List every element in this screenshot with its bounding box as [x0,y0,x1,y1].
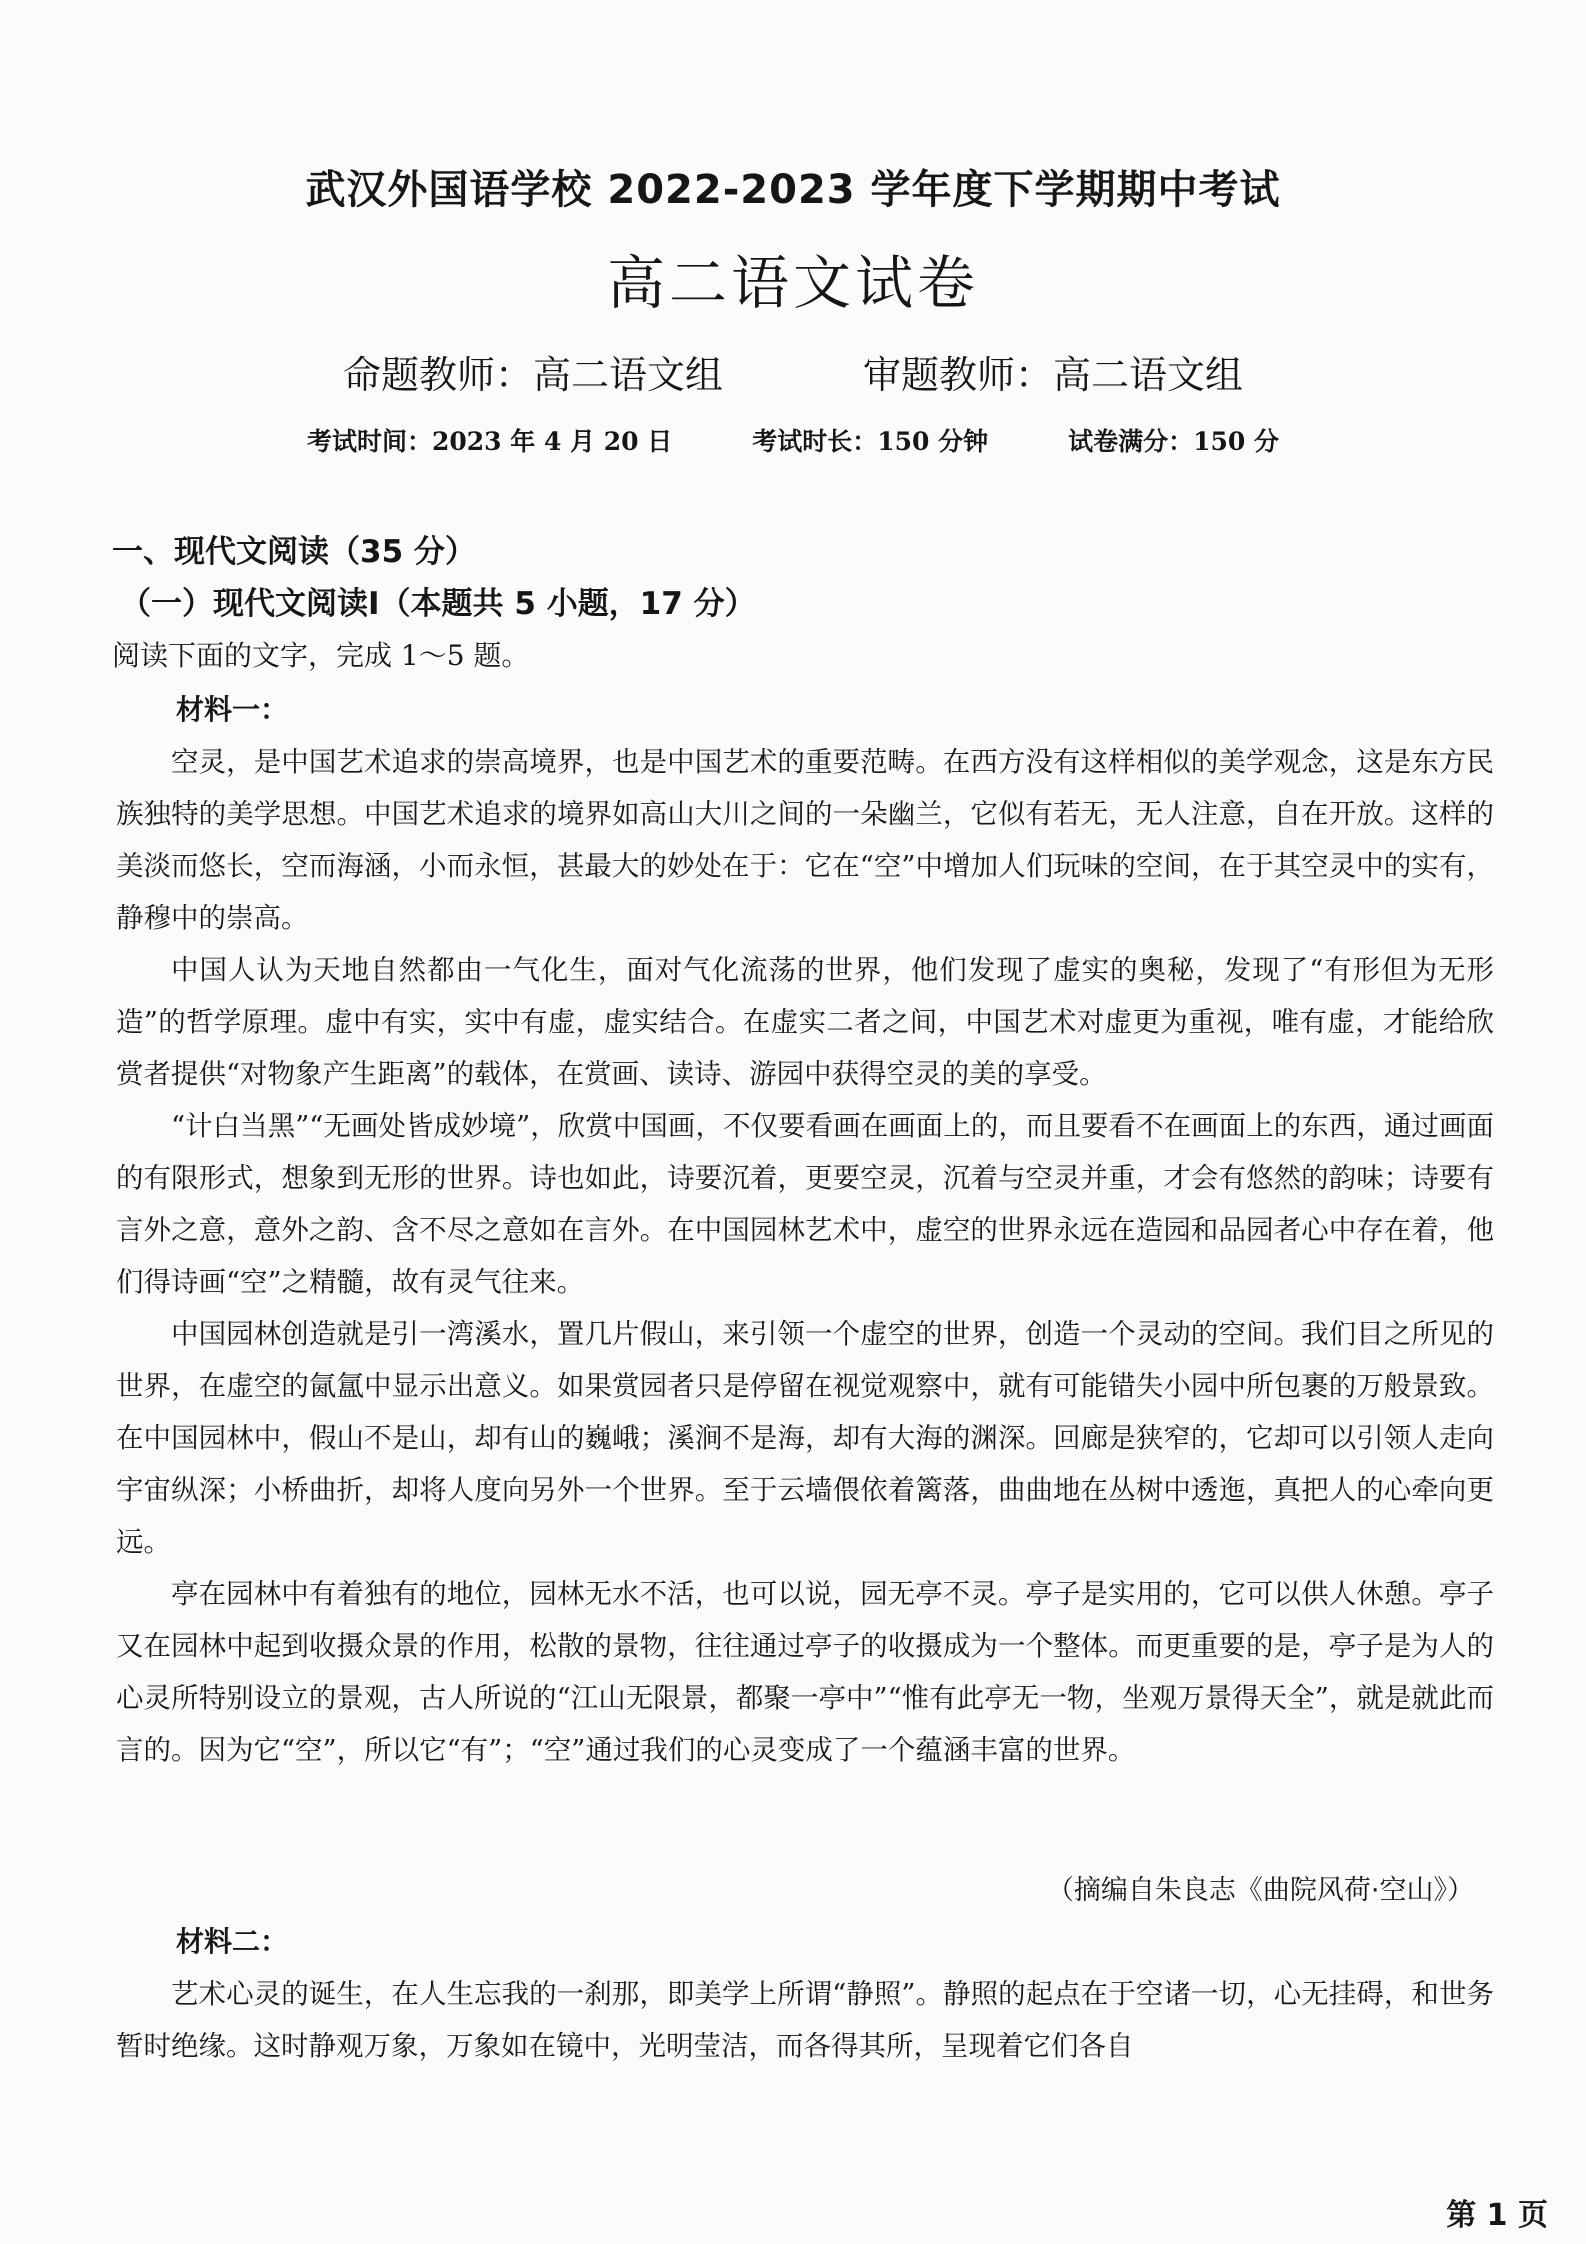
material-one-source: （摘编自朱良志《曲院风荷·空山》） [1046,1875,1474,1906]
paragraph: 亭在园林中有着独有的地位，园林无水不活，也可以说，园无亭不灵。亭子是实用的，它可以供人休憩。亭子又在园林中起到收摄众景的作用，松散的景物，往往通过亭子的收摄成为一个整体。而更重要的是，亭子是为人的心灵所特别设立的景观，古人所说的“江山无限景，都聚一亭中”“惟有此亭无一物，坐观万景得天全”，就是就此而言的。因为它“空”，所以它“有”；“空”通过我们的心灵变成了一个蕴涵丰富的世界。 [116,1578,1494,1766]
page-number: 第 1 页 [1446,2198,1548,2233]
material-one-text [116,736,1494,1776]
paragraph: 空灵，是中国艺术追求的崇高境界，也是中国艺术的重要范畴。在西方没有这样相似的美学观念，这是东方民族独特的美学思想。中国艺术追求的境界如高山大川之间的一朵幽兰，它似有若无，无人注意，自在开放。这样的美淡而悠长，空而海涵，小而永恒，甚最大的妙处在于：它在“空”中增加人们玩味的空间，在于其空灵中的实有，静穆中的崇高。 [116,746,1494,934]
reading-instruction: 阅读下面的文字，完成 1～5 题。 [112,639,530,672]
paragraph: “计白当黑”“无画处皆成妙境”，欣赏中国画，不仅要看画在画面上的，而且要看不在画面上的东西，通过画面的有限形式，想象到无形的世界。诗也如此，诗要沉着，更要空灵，沉着与空灵并重，才会有悠然的韵味；诗要有言外之意，意外之韵、含不尽之意如在言外。在中国园林艺术中，虚空的世界永远在造园和品园者心中存在着，他们得诗画“空”之精髓，故有灵气往来。 [116,1110,1494,1298]
exam-subtitle: 高二语文试卷 [606,249,979,317]
material-one-label: 材料一： [176,693,289,726]
full-score: 试卷满分：150 分 [1068,427,1280,456]
question-setter: 命题教师：高二语文组 [342,353,723,397]
teacher-credits [0,344,1586,399]
exam-title: 武汉外国语学校 2022-2023 学年度下学期期中考试 [305,167,1281,213]
subsection-heading: （一）现代文阅读Ⅰ（本题共 5 小题，17 分） [120,586,756,622]
exam-date: 考试时间：2023 年 4 月 20 日 [306,427,673,456]
paragraph: 中国人认为天地自然都由一气化生，面对气化流荡的世界，他们发现了虚实的奥秘，发现了“有形但为无形造”的哲学原理。虚中有实，实中有虚，虚实结合。在虚实二者之间，中国艺术对虚更为重视，唯有虚，才能给欣赏者提供“对物象产生距离”的载体，在赏画、读诗、游园中获得空灵的美的享受。 [116,954,1494,1090]
paragraph: 艺术心灵的诞生，在人生忘我的一刹那，即美学上所谓“静照”。静照的起点在于空诸一切，心无挂碍，和世务暂时绝缘。这时静观万象，万象如在镜中，光明莹洁，而各得其所，呈现着它们各自 [116,1978,1494,2062]
exam-duration: 考试时长：150 分钟 [752,427,989,456]
exam-info [0,422,1586,458]
section-heading: 一、现代文阅读（35 分） [112,534,476,570]
question-reviewer: 审题教师：高二语文组 [863,353,1244,397]
material-two-label: 材料二： [176,1925,289,1958]
paragraph: 中国园林创造就是引一湾溪水，置几片假山，来引领一个虚空的世界，创造一个灵动的空间。我们目之所见的世界，在虚空的氤氲中显示出意义。如果赏园者只是停留在视觉观察中，就有可能错失小园中所包裹的万般景致。在中国园林中，假山不是山，却有山的巍峨；溪涧不是海，却有大海的渊深。回廊是狭窄的，它却可以引领人走向宇宙纵深；小桥曲折，却将人度向另外一个世界。至于云墙偎依着篱落，曲曲地在丛树中透迤，真把人的心牵向更远。 [116,1318,1494,1558]
material-two-text [116,1968,1494,2072]
